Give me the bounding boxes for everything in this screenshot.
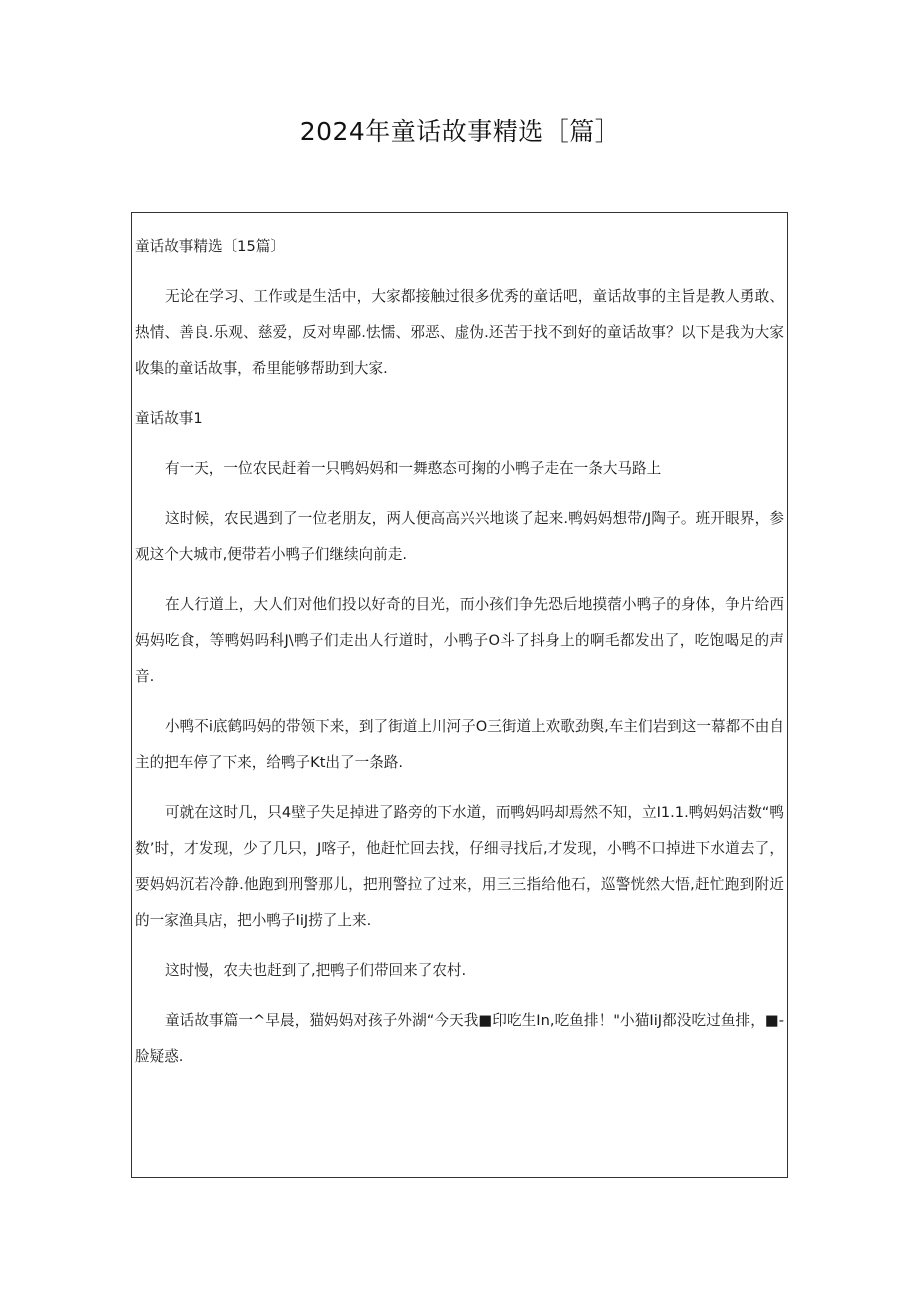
story-paragraph: 童话故事篇一^早晨，猫妈妈对孩子外湖“今天我■印吃生In,吃鱼排！"小猫IiJ都没吃过鱼排，■-脸疑惑. (135, 1012, 784, 1065)
story-paragraph: 在人行道上，大人们对他们投以好奇的目光，而小孩们争先恐后地摸蓿小鸭子的身体，争片给西妈妈吃食，等鸭妈吗科J\鸭子们走出人行道时，小鸭子O斗了抖身上的啊毛都发出了，吃饱喝足的声音. (135, 596, 784, 685)
story-paragraph: 有一天，一位农民赶着一只鸭妈妈和一舞憨态可掬的小鸭子走在一条大马路上 (165, 460, 662, 477)
story-paragraph: 这时慢，农夫也赶到了,把鸭子们带回来了农村. (165, 962, 467, 979)
document-title: 2024年童话故事精选［篇］ (299, 117, 621, 146)
content-box (131, 212, 788, 1178)
story-paragraph: 小鸭不i底鹤吗妈的带领下来，到了街道上川河子O三街道上欢歌劲舆,车主们岩到这一幕都不由自主的把车停了下来，给鸭子Kt出了一条路. (135, 718, 784, 771)
collection-subtitle: 童话故事精选〔15篇〕 (135, 238, 285, 255)
story-heading: 童话故事1 (135, 410, 203, 427)
intro-paragraph: 无论在学习、工作或是生活中，大家都接触过很多优秀的童话吧，童话故事的主旨是教人勇敢、热情、善良.乐观、慈爱，反对卑鄙.怯懦、邪恶、虚伪.还苦于找不到好的童话故事？以下是我为大家收集的童话故事，希里能够帮助到大家. (135, 288, 784, 377)
story-paragraph: 可就在这时几，只4壁子失足掉进了路旁的下水道，而鸭妈吗却焉然不知，立I1.1.鸭妈妈洁数“鸭数’时，才发现，少了几只，J喀子，他赶忙回去找，仔细寻找后,才发现，小鸭不口掉进下水道去了，要妈妈沉若冷静.他跑到刑警那儿，把刑警拉了过来，用三三指给他石，巡警恍然大悟,赶忙跑到附近的一家渔具店，把小鸭子IiJ捞了上来. (135, 804, 784, 929)
story-paragraph: 这时候，农民遇到了一位老朋友，两人便高高兴兴地谈了起来.鸭妈妈想带/J陶子。班开眼界，参观这个大城市,便带若小鸭子们继续向前走. (135, 510, 784, 563)
